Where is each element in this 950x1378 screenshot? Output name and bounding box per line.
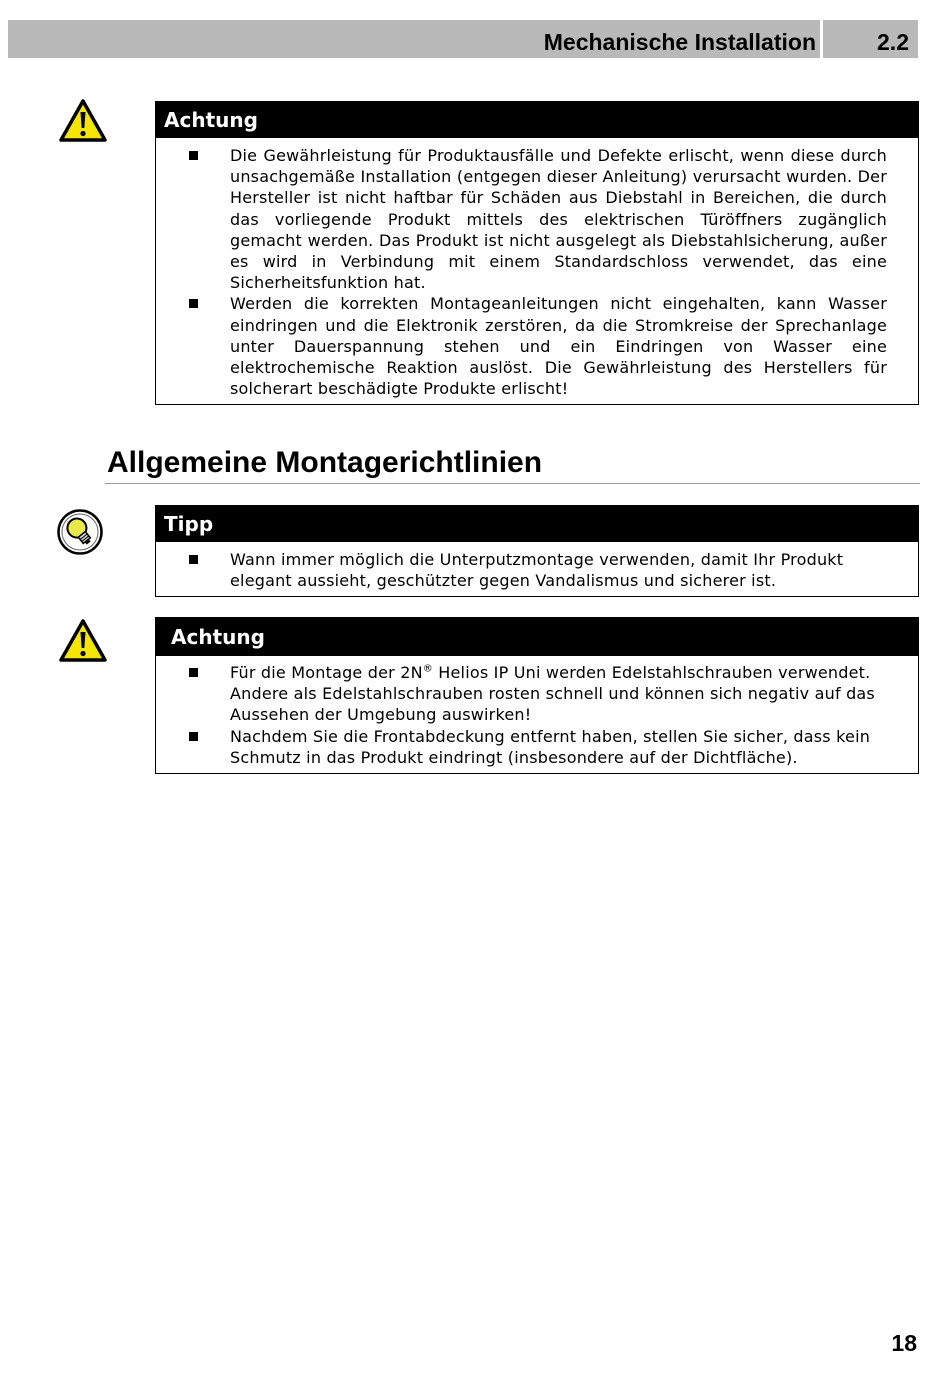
bullet-icon bbox=[189, 151, 198, 160]
bullet-icon bbox=[189, 732, 198, 741]
list-item-text: Helios IP Uni werden Edelstahlschrauben verwendet. Andere als Edelstahlschrauben rosten schnell und können sich negativ auf das Aussehen der Umgebung auswirken! bbox=[230, 663, 875, 725]
registered-mark: ® bbox=[422, 663, 433, 675]
warning-list bbox=[156, 138, 918, 399]
list-item-text: Werden die korrekten Montageanleitungen nicht eingehalten, kann Wasser eindringen und die Elektronik zerstören, da die Stromkreise der Sprechanlage unter Dauerspannung stehen und ein Eindringen von Wasser eine elektrochemische Reaktion auslöst. Die Gewährleistung des Herstellers für solcherart beschädigte Produkte erlischt! bbox=[230, 294, 887, 399]
list-item-text: Die Gewährleistung für Produktausfälle und Defekte erlischt, wenn diese durch unsachgemäße Installation (entgegen dieser Anleitung) verursacht wurden. Der Hersteller ist nicht haftbar für Schäden aus Diebstahl in Bereichen, die durch das vorliegende Produkt mittels des elektrischen Türöffners zugänglich gemacht werden. Das Produkt ist nicht ausgelegt als Diebstahlsicherung, außer es wird in Verbindung mit einem Standardschloss verwendet, das eine Sicherheitsfunktion hat. bbox=[230, 146, 887, 293]
list-item bbox=[156, 293, 887, 399]
section-heading: Allgemeine Montagerichtlinien bbox=[107, 446, 543, 479]
warning-box bbox=[155, 101, 919, 405]
bullet-icon bbox=[189, 299, 198, 308]
warning-box-title: Achtung bbox=[156, 618, 918, 656]
tip-list bbox=[156, 542, 918, 591]
list-item bbox=[156, 549, 887, 591]
tip-box-title: Tipp bbox=[156, 506, 918, 542]
list-item bbox=[156, 145, 887, 293]
list-item bbox=[156, 726, 887, 768]
section-number: 2.2 bbox=[877, 29, 909, 55]
bullet-icon bbox=[189, 668, 198, 677]
list-item-text: Wann immer möglich die Unterputzmontage verwenden, damit Ihr Produkt elegant aussieht, geschützter gegen Vandalismus und sicherer ist. bbox=[230, 550, 844, 591]
tip-box bbox=[155, 505, 919, 597]
page-number: 18 bbox=[891, 1330, 917, 1356]
list-item-text: Nachdem Sie die Frontabdeckung entfernt haben, stellen Sie sicher, dass kein Schmutz in das Produkt eindringt (insbesondere auf der Dichtfläche). bbox=[230, 726, 871, 767]
list-item bbox=[156, 662, 887, 726]
section-divider bbox=[105, 483, 920, 484]
header-title: Mechanische Installation bbox=[543, 29, 816, 55]
warning-list bbox=[156, 656, 918, 768]
warning-icon bbox=[58, 618, 108, 664]
lightbulb-icon bbox=[56, 508, 104, 556]
page-header bbox=[8, 20, 918, 58]
bullet-icon bbox=[189, 555, 198, 564]
warning-icon bbox=[58, 98, 108, 144]
warning-box bbox=[155, 617, 919, 774]
warning-box-title: Achtung bbox=[156, 102, 918, 138]
list-item-text: Für die Montage der 2N bbox=[230, 663, 423, 682]
